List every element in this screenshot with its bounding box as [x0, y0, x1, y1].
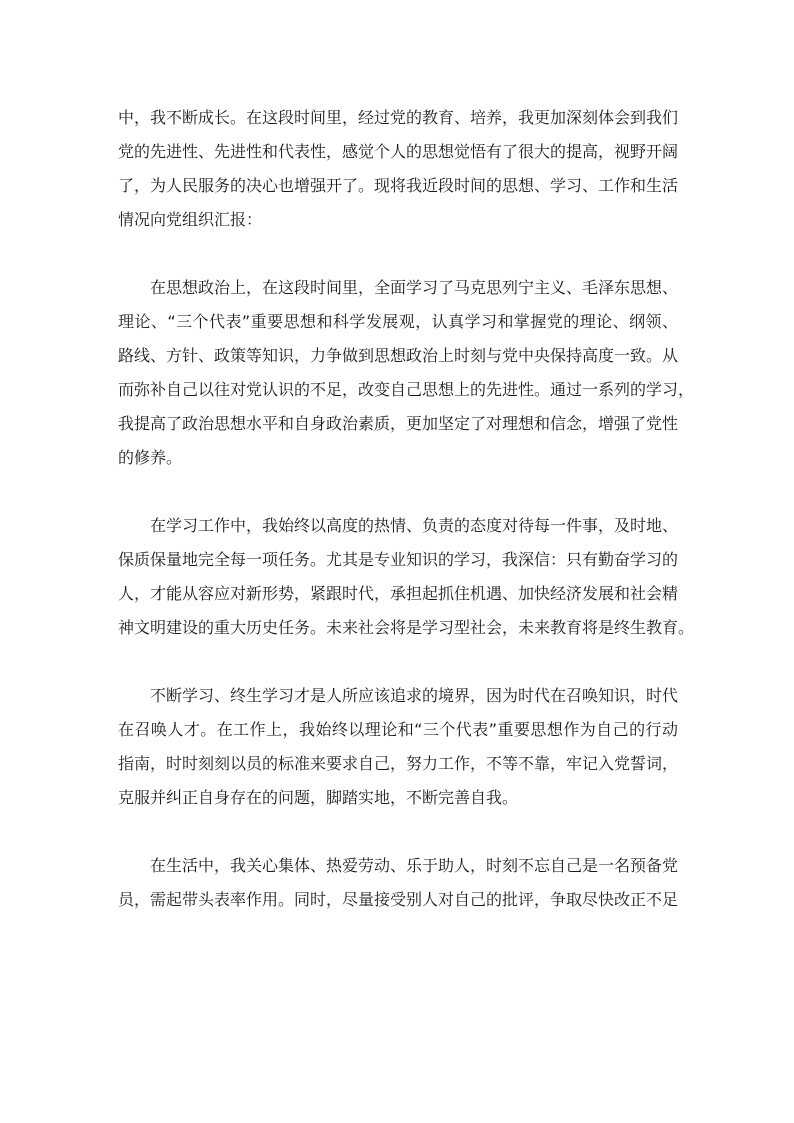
- paragraph-line: 不断学习、终生学习才是人所应该追求的境界，因为时代在召唤知识，时代: [118, 686, 679, 705]
- paragraph-line: 保质保量地完全每一项任务。尤其是专业知识的学习，我深信：只有勤奋学习的: [118, 550, 679, 569]
- paragraph-line: 了，为人民服务的决心也增强开了。现将我近段时间的思想、学习、工作和生活: [118, 176, 679, 195]
- document-body: [118, 101, 695, 951]
- paragraph-4: [118, 679, 678, 815]
- paragraph-line: 我提高了政治思想水平和自身政治素质，更加坚定了对理想和信念，增强了党性: [118, 414, 679, 433]
- paragraph-line: 中，我不断成长。在这段时间里，经过党的教育、培养，我更加深刻体会到我们: [118, 108, 679, 127]
- paragraph-line: 在召唤人才。在工作上，我始终以理论和“三个代表”重要思想作为自己的行动: [118, 720, 678, 739]
- paragraph-line: 人，才能从容应对新形势，紧跟时代，承担起抓住机遇、加快经济发展和社会精: [118, 584, 679, 603]
- paragraph-line: 在生活中，我关心集体、热爱劳动、乐于助人，时刻不忘自己是一名预备党: [118, 856, 679, 875]
- paragraph-line: 神文明建设的重大历史任务。未来社会将是学习型社会，未来教育将是终生教育。: [118, 618, 695, 637]
- paragraph-line: 情况向党组织汇报：: [118, 210, 263, 229]
- paragraph-line: 而弥补自己以往对党认识的不足，改变自己思想上的先进性。通过一系列的学习，: [118, 380, 695, 399]
- paragraph-2: [118, 271, 695, 475]
- paragraph-line: 的修养。: [118, 448, 183, 467]
- paragraph-line: 克服并纠正自身存在的问题，脚踏实地，不断完善自我。: [118, 788, 519, 807]
- paragraph-line: 路线、方针、政策等知识，力争做到思想政治上时刻与党中央保持高度一致。从: [118, 346, 679, 365]
- paragraph-line: 理论、“三个代表”重要思想和科学发展观，认真学习和掌握党的理论、纲领、: [118, 312, 678, 331]
- paragraph-5: [118, 849, 678, 917]
- paragraph-line: 员，需起带头表率作用。同时，尽量接受别人对自己的批评，争取尽快改正不足: [118, 890, 679, 909]
- paragraph-line: 党的先进性、先进性和代表性，感觉个人的思想觉悟有了很大的提高，视野开阔: [118, 142, 679, 161]
- paragraph-line: 指南，时时刻刻以员的标准来要求自己，努力工作，不等不靠，牢记入党誓词，: [118, 754, 679, 773]
- paragraph-line: 在学习工作中，我始终以高度的热情、负责的态度对待每一件事，及时地、: [118, 516, 679, 535]
- paragraph-1: [118, 101, 678, 237]
- paragraph-line: 在思想政治上，在这段时间里，全面学习了马克思列宁主义、毛泽东思想、: [118, 278, 679, 297]
- paragraph-3: [118, 509, 695, 645]
